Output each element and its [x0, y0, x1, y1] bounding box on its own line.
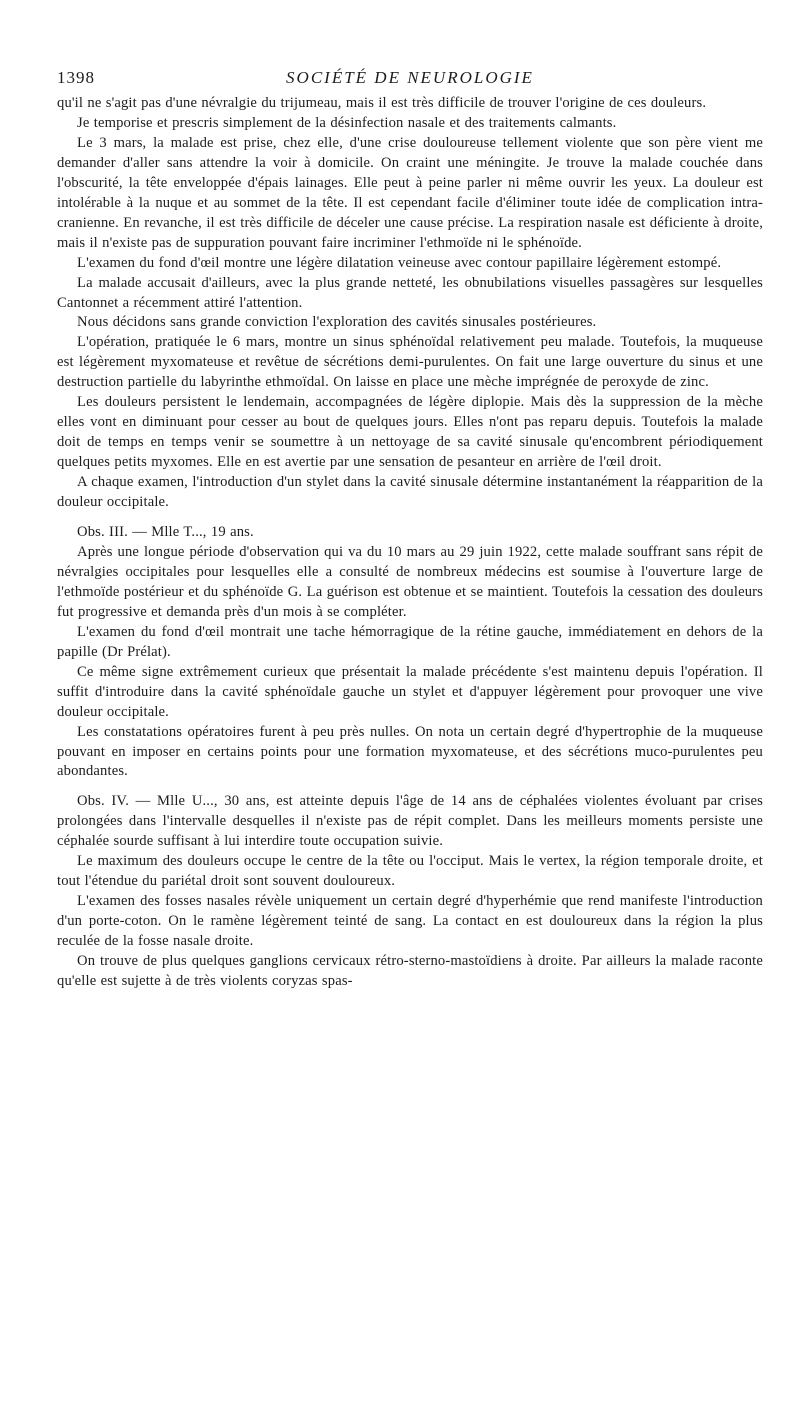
paragraph: Obs. III. — Mlle T..., 19 ans.: [77, 524, 254, 541]
paragraph: Je temporise et prescris simplement de la désinfection nasale et des traitements calmants.: [77, 114, 617, 131]
paragraph: Les constatations opératoires furent à peu près nulles. On nota un certain degré d'hypertrophie de la muqueuse pouvant en imposer en certains points pour une formation myxomateuse, et des sécrétions muco-purulentes peu abondantes.: [57, 723, 763, 780]
paragraph: L'opération, pratiquée le 6 mars, montre un sinus sphénoïdal relativement peu malade. Toutefois, la muqueuse est légèrement myxomateuse et revêtue de sécrétions demi-purulentes. On fait une large ouverture du sinus et une destruction partielle du labyrinthe ethmoïdal. On laisse en place une mèche imprégnée de peroxyde de zinc.: [57, 334, 763, 391]
paragraph: Ce même signe extrêmement curieux que présentait la malade précédente s'est maintenu depuis l'opération. Il suffit d'introduire dans la cavité sphénoïdale gauche un stylet et d'appuyer légèrement pour provoquer une vive douleur occipitale.: [57, 663, 763, 720]
paragraph: Le maximum des douleurs occupe le centre de la tête ou l'occiput. Mais le vertex, la région temporale droite, et tout l'étendue du pariétal droit sont souvent douloureux.: [57, 853, 763, 890]
paragraph: A chaque examen, l'introduction d'un stylet dans la cavité sinusale détermine instantanément la réapparition de la douleur occipitale.: [57, 474, 763, 511]
paragraph: L'examen du fond d'œil montre une légère dilatation veineuse avec contour papillaire légèrement estompé.: [77, 254, 722, 271]
running-title: SOCIÉTÉ DE NEUROLOGIE: [286, 68, 534, 87]
page-number: 1398: [57, 68, 95, 87]
paragraph: On trouve de plus quelques ganglions cervicaux rétro-sterno-mastoïdiens à droite. Par ailleurs la malade raconte qu'elle est sujette à de très violents coryzas spas-: [57, 953, 763, 989]
document-page: [57, 68, 763, 992]
paragraph: Obs. IV. — Mlle U..., 30 ans, est atteinte depuis l'âge de 14 ans de céphalées violentes évoluant par crises prolongées dans l'intervalle desquelles il n'existe pas de répit complet. Dans les meilleurs moments persiste une céphalée sourde suffisant à lui interdire toute occupation suivie.: [57, 793, 763, 850]
page-header: [57, 68, 763, 88]
paragraph: qu'il ne s'agit pas d'une névralgie du trijumeau, mais il est très difficile de trouver l'origine de ces douleurs.: [57, 95, 707, 111]
document-body: [57, 94, 763, 992]
paragraph: Les douleurs persistent le lendemain, accompagnées de légère diplopie. Mais dès la suppression de la mèche elles vont en diminuant pour cesser au bout de quelques jours. Elles n'ont pas reparu depuis. Toutefois la malade doit de temps en temps venir se soumettre à un nettoyage de sa cavité sinusale qu'encombrent périodiquement quelques petits myxomes. Elle en est avertie par une sensation de pesanteur en arrière de l'œil droit.: [57, 394, 763, 471]
paragraph: Le 3 mars, la malade est prise, chez elle, d'une crise douloureuse tellement violente que son père vient me demander d'aller sans attendre la voir à domicile. On craint une méningite. Je trouve la malade couchée dans l'obscurité, la tête enveloppée d'épais lainages. Elle peut à peine parler ni même ouvrir les yeux. La douleur est intolérable à la nuque et au sommet de la tête. Il est cependant facile d'éliminer toute idée de complication intra-cranienne. En revanche, il est très difficile de déceler une cause précise. La respiration nasale est déficiente à droite, mais il n'existe pas de suppuration pouvant faire incriminer l'ethmoïde ni le sphénoïde.: [57, 134, 763, 251]
paragraph: Après une longue période d'observation qui va du 10 mars au 29 juin 1922, cette malade souffrant sans répit de névralgies occipitales pour lesquelles elle a consulté de nombreux médecins est soumise à l'ouverture large de l'ethmoïde postérieur et du sphénoïde G. La guérison est obtenue et se maintient. Toutefois la cessation des douleurs fut progressive et demanda près d'un mois à se compléter.: [57, 543, 763, 620]
paragraph: L'examen du fond d'œil montrait une tache hémorragique de la rétine gauche, immédiatement en dehors de la papille (Dr Prélat).: [57, 623, 763, 660]
paragraph: La malade accusait d'ailleurs, avec la plus grande netteté, les obnubilations visuelles passagères sur lesquelles Cantonnet a récemment attiré l'attention.: [57, 274, 763, 311]
paragraph: Nous décidons sans grande conviction l'exploration des cavités sinusales postérieures.: [77, 314, 597, 331]
paragraph: L'examen des fosses nasales révèle uniquement un certain degré d'hyperhémie que rend manifeste l'introduction d'un porte-coton. On le ramène légèrement teinté de sang. La contact en est douloureux dans la région la plus reculée de la fosse nasale droite.: [57, 893, 763, 950]
